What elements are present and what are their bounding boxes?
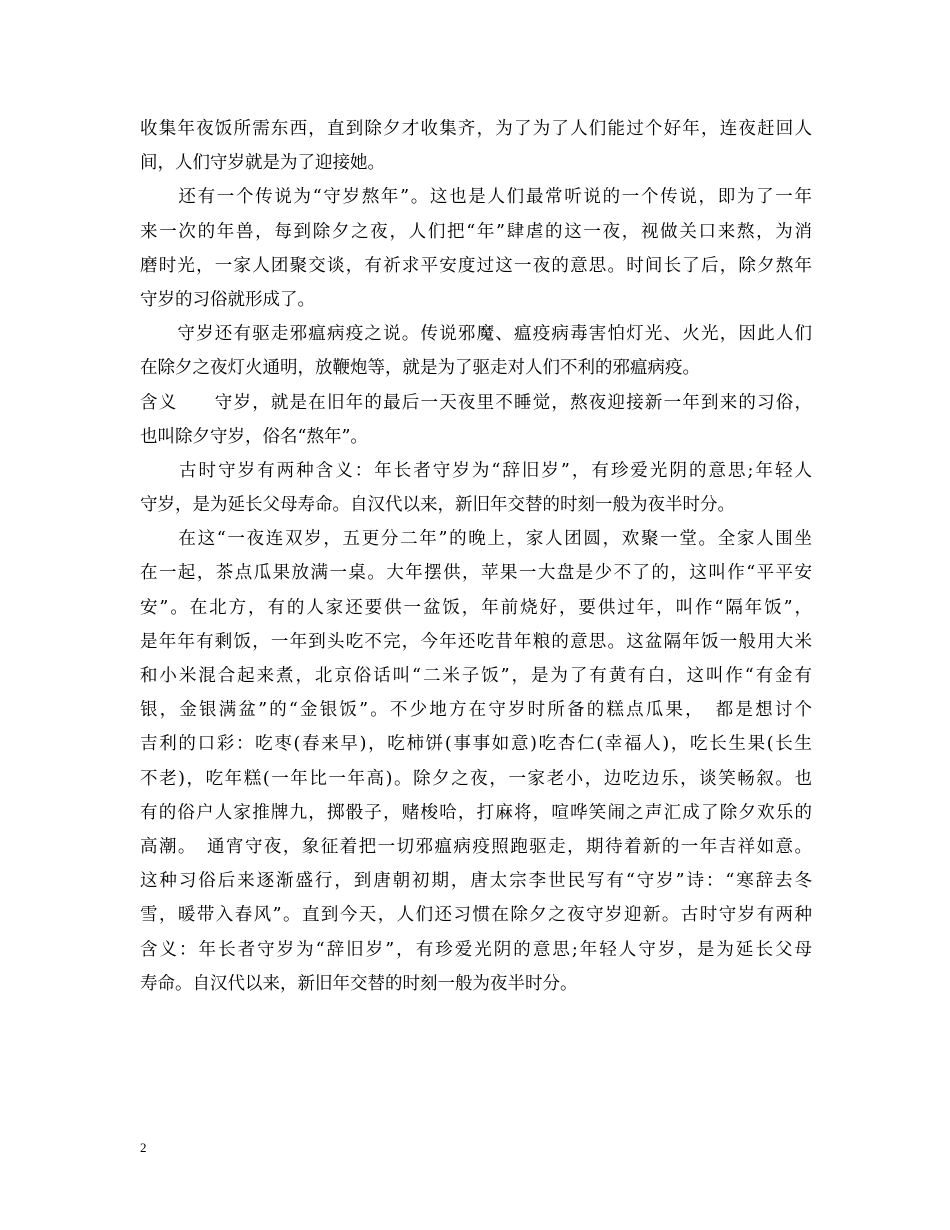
document-body [140, 112, 812, 1001]
text-line: 守岁还有驱走邪瘟病疫之说。传说邪魔、瘟疫病毒害怕灯光、火光，因此人们 [140, 324, 812, 345]
text-line: 间，人们守岁就是为了迎接她。 [140, 153, 385, 174]
text-line: 安”。在北方，有的人家还要供一盆饭，年前烧好，要供过年，叫作“隔年饭”， [140, 597, 812, 618]
text-line: 在除夕之夜灯火通明，放鞭炮等，就是为了驱走对人们不利的邪瘟病疫。 [140, 358, 700, 379]
text-line: 在一起，茶点瓜果放满一桌。大年摆供，苹果一大盘是少不了的，这叫作“平平安 [140, 563, 812, 584]
text-line: 寿命。自汉代以来，新旧年交替的时刻一般为夜半时分。 [140, 973, 578, 994]
text-line: 守岁，是为延长父母寿命。自汉代以来，新旧年交替的时刻一般为夜半时分。 [140, 495, 735, 516]
text-line: 含义 守岁，就是在旧年的最后一天夜里不睡觉，熬夜迎接新一年到来的习俗， [140, 392, 812, 413]
text-line: 含义：年长者守岁为“辞旧岁”，有珍爱光阴的意思;年轻人守岁，是为延长父母 [140, 939, 812, 960]
text-line: 不老)，吃年糕(一年比一年高)。除夕之夜，一家老小，边吃边乐，谈笑畅叙。也 [140, 768, 812, 789]
text-line: 在这“一夜连双岁，五更分二年”的晚上，家人团圆，欢聚一堂。全家人围坐 [140, 529, 812, 550]
text-line: 守岁的习俗就形成了。 [140, 289, 315, 310]
text-line: 这种习俗后来逐渐盛行，到唐朝初期，唐太宗李世民写有“守岁”诗：“寒辞去冬 [140, 871, 812, 892]
text-line: 来一次的年兽，每到除夕之夜，人们把“年”肆虐的这一夜，视做关口来熬，为消 [140, 221, 812, 242]
text-line: 磨时光，一家人团聚交谈，有祈求平安度过这一夜的意思。时间长了后，除夕熬年 [140, 255, 812, 276]
text-line: 高潮。 通宵守夜，象征着把一切邪瘟病疫照跑驱走，期待着新的一年吉祥如意。 [140, 836, 812, 857]
text-line: 是年年有剩饭，一年到头吃不完，今年还吃昔年粮的意思。这盆隔年饭一般用大米 [140, 631, 812, 652]
text-line: 吉利的口彩：吃枣(春来早)，吃柿饼(事事如意)吃杏仁(幸福人)，吃长生果(长生 [140, 734, 812, 755]
text-line: 还有一个传说为“守岁熬年”。这也是人们最常听说的一个传说，即为了一年 [140, 187, 812, 208]
text-line: 雪，暖带入春风”。直到今天，人们还习惯在除夕之夜守岁迎新。古时守岁有两种 [140, 905, 812, 926]
text-line: 也叫除夕守岁，俗名“熬年”。 [140, 426, 368, 447]
text-line: 古时守岁有两种含义：年长者守岁为“辞旧岁”，有珍爱光阴的意思;年轻人 [140, 460, 812, 481]
text-line: 收集年夜饭所需东西，直到除夕才收集齐，为了为了人们能过个好年，连夜赶回人 [140, 119, 812, 139]
text-line: 和小米混合起来煮，北京俗话叫“二米子饭”，是为了有黄有白，这叫作“有金有 [140, 666, 812, 686]
text-line: 有的俗户人家推牌九，掷骰子，赌梭哈，打麻将，喧哗笑闹之声汇成了除夕欢乐的 [140, 802, 812, 823]
page-number: 2 [140, 1140, 147, 1155]
text-line: 银，金银满盆”的“金银饭”。不少地方在守岁时所备的糕点瓜果， 都是想讨个 [140, 700, 812, 721]
